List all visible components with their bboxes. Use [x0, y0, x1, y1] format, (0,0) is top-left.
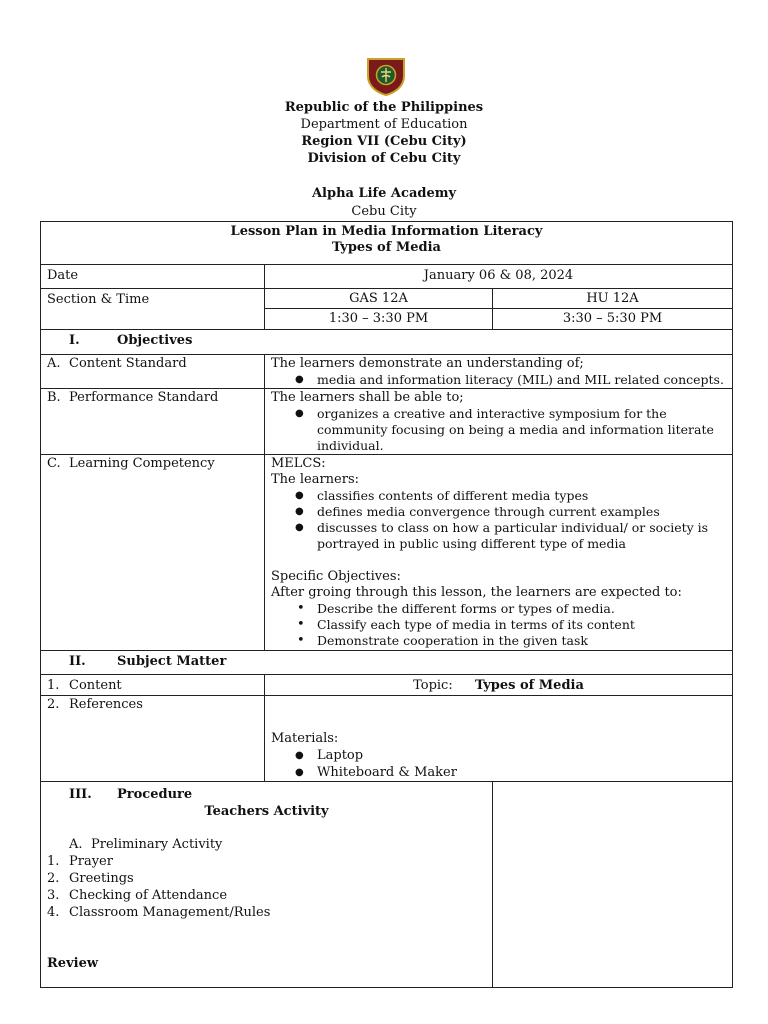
subject-matter-heading: Subject Matter: [117, 654, 227, 669]
procedure-numeral: III.: [69, 787, 92, 802]
section-time-2: 3:30 – 5:30 PM: [493, 309, 733, 330]
section-name-2: HU 12A: [493, 289, 733, 309]
specific-objective-bullet: • Classify each type of media in terms of its content: [317, 617, 726, 633]
plan-title-cell: [41, 222, 733, 265]
learning-competency-cell: [265, 455, 733, 651]
review-heading: Review: [47, 956, 99, 971]
step-num: 2.: [47, 871, 60, 886]
school-name: Alpha Life Academy: [311, 186, 457, 201]
learning-competency-label: Learning Competency: [69, 456, 215, 471]
step-text: Classroom Management/Rules: [69, 905, 271, 920]
step-text: Checking of Attendance: [69, 888, 228, 903]
school-city: Cebu City: [351, 204, 417, 219]
content-label: Content: [69, 678, 122, 693]
performance-standard-label: Performance Standard: [69, 390, 219, 405]
specific-objectives-label: Specific Objectives:: [271, 569, 401, 584]
learning-competency-label-cell: [41, 455, 265, 651]
section-name-1: GAS 12A: [265, 289, 493, 309]
republic-line: Republic of the Philippines: [284, 100, 484, 115]
competency-bullet: ● discusses to class on how a particular individual/ or society is portrayed in public using different type of media: [317, 520, 726, 552]
step-text: Prayer: [69, 854, 113, 869]
procedure-student-column: [493, 782, 733, 988]
school-seal-icon: [364, 56, 408, 96]
step-num: 3.: [47, 888, 60, 903]
content-standard-cell: [265, 355, 733, 389]
content-label-cell: [41, 675, 265, 696]
competency-bullet: ● defines media convergence through current examples: [317, 504, 726, 520]
subject-matter-heading-row: [41, 651, 733, 675]
specific-objective-bullet: • Describe the different forms or types of media.: [317, 601, 726, 617]
performance-standard-letter: B.: [47, 390, 61, 405]
performance-standard-cell: [265, 389, 733, 455]
learning-competency-letter: C.: [47, 456, 61, 471]
plan-subtitle: Types of Media: [332, 240, 441, 255]
content-standard-bullet: ● media and information literacy (MIL) and MIL related concepts.: [317, 372, 726, 388]
learners-label: The learners:: [271, 472, 360, 487]
section-time-label: Section & Time: [41, 289, 265, 330]
topic-value: Types of Media: [475, 678, 584, 693]
lesson-plan-table: [40, 221, 733, 988]
content-standard-label: Content Standard: [69, 356, 187, 371]
content-num: 1.: [47, 678, 60, 693]
performance-standard-bullet: ● organizes a creative and interactive symposium for the community focusing on being a media and information literate individual.: [317, 406, 726, 454]
materials-cell: [265, 696, 733, 782]
topic-label: Topic:: [413, 678, 453, 693]
step-num: 4.: [47, 905, 60, 920]
references-label: References: [69, 697, 143, 712]
specific-objective-bullet: • Demonstrate cooperation in the given task: [317, 633, 726, 649]
performance-standard-intro: The learners shall be able to;: [271, 390, 464, 405]
division-line: Division of Cebu City: [307, 151, 461, 166]
objectives-heading-row: [41, 330, 733, 355]
step-num: 1.: [47, 854, 60, 869]
objectives-heading: Objectives: [117, 333, 193, 348]
region-line: Region VII (Cebu City): [301, 134, 467, 149]
references-num: 2.: [47, 697, 60, 712]
subject-matter-numeral: II.: [69, 654, 86, 669]
step-text: Greetings: [69, 871, 134, 886]
performance-standard-label-cell: [41, 389, 265, 455]
content-standard-label-cell: [41, 355, 265, 389]
content-standard-letter: A.: [47, 356, 61, 371]
preliminary-activity: Preliminary Activity: [91, 837, 223, 852]
procedure-heading: Procedure: [117, 787, 193, 802]
teachers-activity-heading: Teachers Activity: [204, 804, 329, 819]
plan-title: Lesson Plan in Media Information Literacy: [230, 224, 543, 239]
topic-cell: [265, 675, 733, 696]
materials-label: Materials:: [271, 731, 339, 746]
section-time-1: 1:30 – 3:30 PM: [265, 309, 493, 330]
specific-objectives-intro: After groing through this lesson, the learners are expected to:: [271, 585, 682, 600]
preliminary-letter: A.: [69, 837, 83, 852]
date-label: Date: [41, 265, 265, 289]
objectives-numeral: I.: [69, 333, 80, 348]
competency-bullet: ● classifies contents of different media types: [317, 488, 726, 504]
melcs-label: MELCS:: [271, 456, 326, 471]
procedure-cell: [41, 782, 493, 988]
content-standard-intro: The learners demonstrate an understanding of;: [271, 356, 584, 371]
references-label-cell: [41, 696, 265, 782]
date-value: January 06 & 08, 2024: [265, 265, 733, 289]
material-item: ● Laptop: [317, 747, 726, 764]
material-item: ● Whiteboard & Maker: [317, 764, 726, 781]
department-line: Department of Education: [300, 117, 468, 132]
